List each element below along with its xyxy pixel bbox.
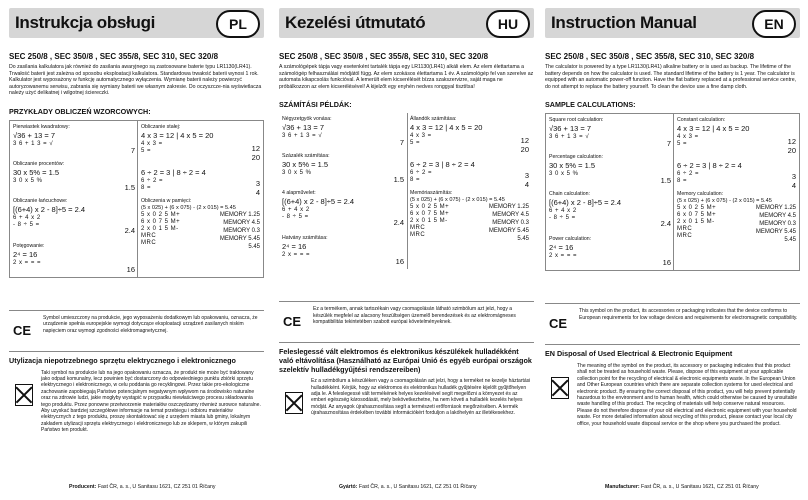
examples-title: SAMPLE CALCULATIONS: [545,100,636,110]
header-bar [279,8,534,38]
header-bar [545,8,800,38]
keys-chain-1: 6 + 4 x 2 [13,214,41,221]
result-sqrt: 7 [399,138,404,148]
producer-address: Fast ČR, a. s., U Sanitasu 1621, CZ 251 01 Říčany [641,484,759,490]
column-pl [9,8,264,494]
result-constant-1b: 20 [251,152,260,162]
result-constant-2b: 4 [791,181,796,191]
label-constant: Constant calculation: [677,117,726,124]
keys-memory-1: 5 x 0 2 5 M+ [410,204,450,211]
section-title: Instrukcja obsługi [15,13,156,32]
label-power: Potęgowanie: [13,242,45,249]
keys-memory-1: 5 x 0 2 5 M+ [677,205,717,212]
ce-mark-icon: CE [549,316,568,332]
result-constant-1a: 12 [251,143,260,153]
models-line: SEC 250/8 , SEC 350/8 , SEC 355/8, SEC 310, SEC 320/8 [279,52,489,61]
keys-memory-5: MRC [677,233,693,240]
disposal-title: Feleslegessé vált elektromos és elektronikus készülékek hulladékként való eltávolítása (Használható az Európai Unió és egyéb európai országok szelektív hulladékgyűjtési rendszereiben) [279,347,532,374]
result-sqrt: 7 [666,139,671,149]
result-constant-1b: 20 [520,145,529,155]
expr-memory: (5 x 025) + (6 x 075) - (2 x 015) = 5.45 [677,198,772,205]
result-power: 16 [126,264,135,274]
keys-memory-2: 6 x 0 7 5 M+ [677,212,717,219]
result-constant-1a: 12 [787,137,796,147]
result-power: 16 [662,258,671,268]
label-sqrt: Négyzetgyök vonása: [282,116,332,123]
label-chain: 4 alapművelet: [282,190,316,197]
result-memory-2: MEMORY 4.5 [759,213,796,220]
section-title: Kezelési útmutató [285,13,426,32]
keys-sqrt: 3 6 + 1 3 = √ [549,134,590,141]
disposal-title: EN Disposal of Used Electrical & Electronic Equipment [545,349,733,359]
keys-chain-1: 6 + 4 x 2 [549,208,577,215]
producer-label: Producent: [69,484,97,490]
keys-memory-5: MRC [141,239,157,246]
producer-address: Fast ČR, a. s., U Sanitasu 1621, CZ 251 01 Říčany [97,484,216,490]
intro-text: A számológépek tápja vagy esetenként tartalék tápja egy LR1130(LR41) alkáli elem. Az elem élettartama a számológép felhasználási módjától függ. Az elem szokásos élettartama 1 év. A számológép fel van szerelve az automata kikapcsolás funkcióval. A lemerült elem kicserélését bízza szakszervizre, saját maga ne próbálkozzon az elem kicserélésével! A kijelzőt egy enyhén nedves ronggyal tisztítsa! [279,64,534,90]
ce-text: This symbol on the product, its accessories or packaging indicates that the device conforms to European requirements for low voltage devices and requirements for electromagnetic compatibility. [579,308,798,321]
result-memory-1: MEMORY 1.25 [755,205,796,212]
result-sqrt: 7 [130,145,135,155]
crossed-bin-icon [551,377,569,399]
column-en [545,8,800,494]
expr-chain: [(6+4) x 2 - 8]÷5 = 2.4 [549,198,622,208]
calc-examples [279,113,534,269]
result-chain: 2.4 [660,219,671,229]
keys-memory-4: MRC [141,232,157,239]
producer-label: Gyártó: [339,484,358,490]
expr-constant-2: 6 ÷ 2 = 3 | 8 ÷ 2 = 4 [677,161,742,171]
expr-constant-1: 4 x 3 = 12 | 4 x 5 = 20 [141,130,214,140]
keys-memory-5: MRC [410,232,426,239]
keys-constant-2a: 6 ÷ 2 = [410,170,432,177]
keys-percent: 3 0 x 5 % [549,171,579,178]
expr-sqrt: √36 + 13 = 7 [13,130,56,140]
result-constant-2b: 4 [524,180,529,190]
result-constant-2a: 3 [524,171,529,181]
result-memory-1: MEMORY 1.25 [219,211,260,218]
result-memory-5: 5.45 [517,236,529,243]
result-memory-3: MEMORY 0.3 [492,220,529,227]
expr-power: 2⁴ = 16 [549,243,574,253]
producer-label: Manufacturer: [605,484,640,490]
result-chain: 2.4 [393,218,404,228]
producer-line [605,484,759,490]
models-line: SEC 250/8 , SEC 350/8 , SEC 355/8, SEC 310, SEC 320/8 [9,52,219,61]
disposal-text: Ez a szimbólum a készüléken vagy a csomagolásán azt jelzi, hogy a terméket ne kezelje háztartási hulladékként. Kérjük, hogy az elektromos és elektronikus hulladék gyűjtésére kijelölt gyűjtőhelyen adja le. A feleslegessé vált termékének helyes kezelésével segít megelőzni a környezet és az emberi egészség károsodását, mely bekövetkezhetne, ha nem követi a hulladék kezelés helyes módját. Az anyagok újrahasznosítása segít a természeti erőforrások megőrzésében. A termék újrahasznosítása érdekében további információkért forduljon a lakóhelyén az illetékesekhez. [311,378,531,417]
ce-mark-icon: CE [13,322,32,338]
keys-memory-3: 2 x 0 1 5 M- [677,219,715,226]
result-memory-5: 5.45 [248,243,260,250]
keys-percent: 3 0 x 5 % [13,177,43,184]
calc-examples [9,120,264,278]
expr-memory: (5 x 025) + (6 x 075) - (2 x 015) = 5.45 [410,197,505,204]
producer-line [69,484,215,490]
keys-constant-2b: 8 = [141,184,152,191]
result-memory-4: MEMORY 5.45 [219,235,260,242]
disposal-text: Taki symbol na produkcie lub na jego opakowaniu oznacza, że produkt nie może być traktowany jako odpad komunalny, lecz powinien być dostarczony do odpowiedniego punktu zbiórki sprzętu elektrycznego i elektronicznego, w celu poddania go recyklingowi. Przez takie pro-ekologiczne zachowanie zapobiegają Państwo potencjalnym negatywnym wpływom na środowisko naturalne oraz na zdrowie ludzi, jakie mogłyby wystąpić w przypadku niewłaściwego procesu składowania tego produktu. Przez ponowne przetworzenie materiałów oszczędzamy również surowce naturalne. Aby uzyskać bardziej szczegółowe informacje na temat przebiegu i odbioru materiałów elektrycznych z tego produktu, proszę skontaktować się z urzędem miasta lub gminy, lokalnym zakładem utylizacji sprzętu elektrycznego i elektronicznego lub ze sklepem, w którym zakupili Państwo ten produkt. [41,369,261,434]
keys-chain-2: - 8 ÷ 5 = [282,214,309,221]
ce-notice [279,301,534,343]
expr-constant-2: 6 ÷ 2 = 3 | 8 ÷ 2 = 4 [141,167,206,177]
result-percent: 1.5 [393,175,404,185]
disposal-title: Utylizacja niepotrzebnego sprzętu elektrycznego i elektronicznego [9,355,236,365]
keys-sqrt: 3 6 + 1 3 = √ [13,140,54,147]
disposal-text: The meaning of the symbol on the product, its accessory or packaging indicates that this product shall not be treated as household waste. Please, dispose of this equipment at your applicable collection point for the recycling of electrical & electronic equipments waste. In the European Union and Other European countries which there are separate collection systems for used electrical and electronic product. By ensuring the correct disposal of this product, you will help prevent potentially hazardous to the environment and to human health, which could otherwise be caused by unsuitable waste handling of this product. The recycling of materials will help conserve natural resources. Please do not therefore dispose of your old electrical and electronic equipment with your household waste. For more detailed information about recycling of this product, please contact your local city office, your household waste disposal service or the shop where you purchased the product. [577,362,798,427]
intro-text: The calculator is powered by a type LR1130(LR41) alkaline battery or is used as backup. The lifetime of the battery depends on how the calculator is used. The standard lifetime of the battery is 1 year. The calculator is equipped with an automatic power-off function. Have the flat battery replaced at a professional service centre, do not attempt to replace the battery yourself. To clean the device use a fine damp cloth. [545,64,797,90]
label-memory: Obliczenia w pamięci: [141,197,192,204]
label-power: Power calculation: [549,236,592,243]
column-hu [279,8,534,494]
result-memory-2: MEMORY 4.5 [492,212,529,219]
keys-memory-4: MRC [677,226,693,233]
keys-percent: 3 0 x 5 % [282,170,312,177]
result-constant-2a: 3 [255,178,260,188]
keys-constant-1a: 4 x 3 = [141,140,163,147]
examples-title: SZÁMÍTÁSI PÉLDÁK: [279,100,352,110]
keys-constant-1b: 5 = [141,147,152,154]
keys-constant-1a: 4 x 3 = [410,133,432,140]
expr-constant-1: 4 x 3 = 12 | 4 x 5 = 20 [410,123,483,133]
label-memory: Memory calculation: [677,191,724,198]
result-memory-3: MEMORY 0.3 [759,221,796,228]
expr-sqrt: √36 + 13 = 7 [549,124,592,134]
result-constant-1a: 12 [520,136,529,146]
result-memory-5: 5.45 [784,237,796,244]
models-line: SEC 250/8 , SEC 350/8 , SEC 355/8, SEC 310, SEC 320/8 [545,52,755,61]
result-memory-4: MEMORY 5.45 [488,228,529,235]
ce-notice [9,310,264,352]
expr-constant-2: 6 ÷ 2 = 3 | 8 ÷ 2 = 4 [410,160,475,170]
keys-memory-1: 5 x 0 2 5 M+ [141,211,181,218]
keys-constant-2b: 8 = [410,177,421,184]
label-percent: Százalék számítása: [282,153,330,160]
keys-memory-2: 6 x 0 7 5 M+ [410,211,450,218]
keys-memory-3: 2 x 0 1 5 M- [141,225,179,232]
expr-chain: [(6+4) x 2 - 8]÷5 = 2.4 [13,204,86,214]
keys-constant-1b: 5 = [677,141,688,148]
ce-mark-icon: CE [283,314,302,330]
language-badge: HU [486,10,530,38]
keys-chain-2: - 8 ÷ 5 = [549,215,576,222]
expr-power: 2⁴ = 16 [282,242,307,252]
result-constant-1b: 20 [787,146,796,156]
result-memory-1: MEMORY 1.25 [488,204,529,211]
expr-percent: 30 x 5% = 1.5 [13,167,60,177]
keys-memory-4: MRC [410,225,426,232]
expr-memory: (5 x 025) + (6 x 075) - (2 x 015) = 5.45 [141,204,236,211]
ce-text: Ez a termékem, annak tartozékain vagy csomagolásán látható szimbólum azt jelzi, hogy a készülék megfelel az alacsony feszültségen üzemelő berendezések és az elektromágneses kompatibilitás tekintetében szabott európai követelményeknek. [313,306,516,326]
result-percent: 1.5 [124,182,135,192]
intro-text: Do zasilania kalkulatora jak również do zasilania awaryjnego są zastosowane baterie typu LR1130(LR41). Trwałość baterii jest zależna od sposobu eksploatacji kalkulatora. Standardowa trwałość baterii wynosi 1 rok. Kalkulator jest wyposażony w funkcję automatycznego wyłączenia. Wymianę baterii należy powierzyć autoryzowanemu serwisu, zabrania się wymiany baterii we własnym zakresie. Do oczyszcze-nia wyświetlacza należy użyć delikatnej i wilgotnej ściereczki. [9,64,262,97]
result-power: 16 [395,257,404,267]
header-bar [9,8,264,38]
ce-text: Symbol umieszczony na produkcie, jego wyposażeniu dodatkowym lub opakowaniu, oznacza, że urządzenie spełnia europejskie wymogi dotyczące eksploatacji urządzeń zasilanych niskim napięciem oraz wymogi zgodności elektromagnetycznej. [43,314,258,334]
label-sqrt: Square root calculation: [549,117,604,124]
disposal-body [9,370,264,470]
producer-address: Fast ČR, a. s., U Sanitasu 1621, CZ 251 01 Říčany [358,484,477,490]
label-power: Hatvány számítása: [282,235,328,242]
ce-notice [545,303,800,345]
keys-power: 2 x = = = [549,253,578,260]
keys-constant-1b: 5 = [410,140,421,147]
result-chain: 2.4 [124,225,135,235]
result-memory-4: MEMORY 5.45 [755,229,796,236]
keys-sqrt: 3 6 + 1 3 = √ [282,133,323,140]
result-memory-2: MEMORY 4.5 [223,219,260,226]
label-percent: Percentage calculation: [549,154,603,161]
keys-constant-2a: 6 ÷ 2 = [677,171,699,178]
disposal-body [279,378,534,478]
label-percent: Obliczanie procentów: [13,160,65,167]
expr-percent: 30 x 5% = 1.5 [549,161,596,171]
expr-power: 2⁴ = 16 [13,249,38,259]
keys-memory-3: 2 x 0 1 5 M- [410,218,448,225]
result-constant-2a: 3 [791,172,796,182]
result-percent: 1.5 [660,176,671,186]
label-constant: Állandók számítása: [410,116,457,123]
keys-chain-1: 6 + 4 x 2 [282,207,310,214]
expr-percent: 30 x 5% = 1.5 [282,160,329,170]
expr-chain: [(6+4) x 2 - 8]÷5 = 2.4 [282,197,355,207]
crossed-bin-icon [285,392,303,414]
label-chain: Obliczanie łańcuchowe: [13,197,68,204]
label-memory: Memóriaszámítás: [410,190,453,197]
keys-chain-2: - 8 ÷ 5 = [13,221,40,228]
examples-title: PRZYKŁADY OBLICZEŃ WZORCOWYCH: [9,106,151,116]
section-title: Instruction Manual [551,13,697,32]
keys-power: 2 x = = = [282,252,311,259]
language-badge: PL [216,10,260,38]
result-memory-3: MEMORY 0.3 [223,227,260,234]
crossed-bin-icon [15,384,33,406]
calc-examples [545,113,800,271]
language-badge: EN [752,10,796,38]
keys-constant-2a: 6 ÷ 2 = [141,177,163,184]
label-sqrt: Pierwiastek kwadratowy: [13,123,70,130]
keys-memory-2: 6 x 0 7 5 M+ [141,218,181,225]
keys-constant-2b: 8 = [677,178,688,185]
result-constant-2b: 4 [255,187,260,197]
expr-constant-1: 4 x 3 = 12 | 4 x 5 = 20 [677,124,750,134]
disposal-body [545,363,800,463]
producer-line [339,484,477,490]
expr-sqrt: √36 + 13 = 7 [282,123,325,133]
label-constant: Obliczanie stałej: [141,123,181,130]
keys-constant-1a: 4 x 3 = [677,134,699,141]
keys-power: 2 x = = = [13,259,42,266]
label-chain: Chain calculation: [549,191,590,198]
